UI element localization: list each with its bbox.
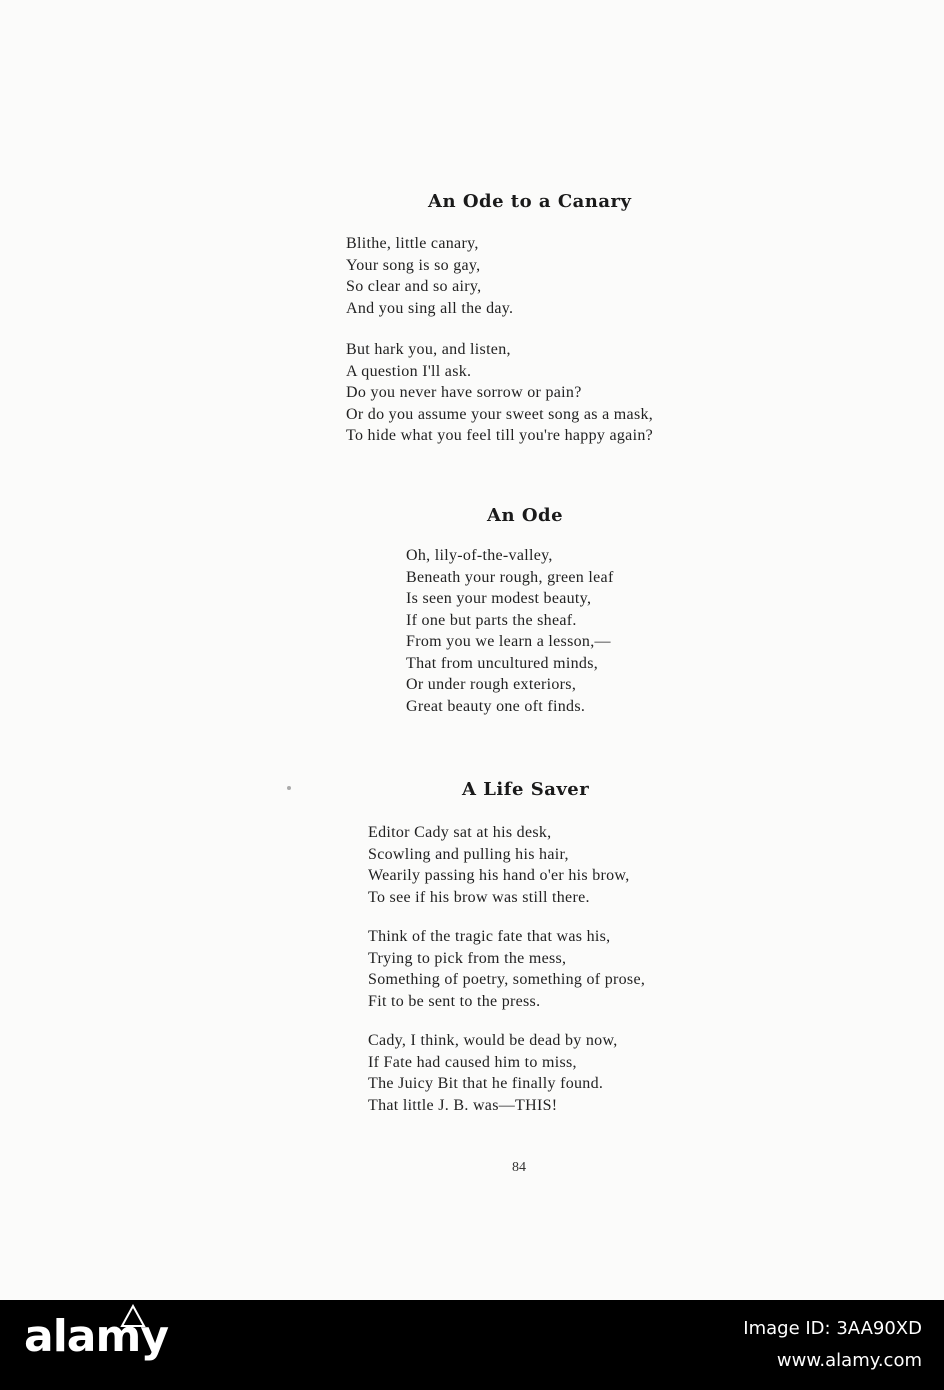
poem-line: From you we learn a lesson,— bbox=[406, 633, 611, 650]
poem-line: A question I'll ask. bbox=[346, 362, 472, 380]
stanza bbox=[368, 926, 645, 1012]
poem-line: But hark you, and listen, bbox=[346, 341, 511, 358]
poem-title: An Ode to a Canary bbox=[428, 191, 632, 212]
logo-mark-icon bbox=[120, 1304, 146, 1330]
page-number: 84 bbox=[512, 1160, 526, 1175]
poem-title: An Ode bbox=[487, 505, 564, 526]
poem-line: If Fate had caused him to miss, bbox=[368, 1053, 577, 1071]
poem-line: Your song is so gay, bbox=[346, 256, 481, 274]
poem-line: Beneath your rough, green leaf bbox=[406, 568, 614, 586]
stanza bbox=[406, 545, 614, 717]
poem-line: Cady, I think, would be dead by now, bbox=[368, 1032, 618, 1049]
poem-line: To hide what you feel till you're happy again? bbox=[346, 427, 654, 444]
image-id: Image ID: 3AA90XD bbox=[743, 1318, 922, 1339]
poem-line: The Juicy Bit that he finally found. bbox=[368, 1075, 604, 1092]
poem-title: A Life Saver bbox=[462, 779, 590, 800]
poem-line: That little J. B. was—THIS! bbox=[368, 1096, 558, 1114]
poem-line: Great beauty one oft finds. bbox=[406, 697, 586, 715]
poem-line: And you sing all the day. bbox=[346, 299, 514, 317]
poem-line: Blithe, little canary, bbox=[346, 235, 479, 252]
stanza bbox=[346, 233, 513, 319]
poem-line: Oh, lily-of-the-valley, bbox=[406, 547, 553, 564]
paper-speck bbox=[287, 786, 291, 790]
stanza bbox=[368, 822, 630, 908]
poem-line: If one but parts the sheaf. bbox=[406, 611, 577, 629]
poem-line: So clear and so airy, bbox=[346, 278, 482, 295]
poem-line: Wearily passing his hand o'er his brow, bbox=[368, 867, 630, 884]
poem-line: Do you never have sorrow or pain? bbox=[346, 384, 582, 401]
stanza bbox=[368, 1030, 618, 1116]
poem-line: That from uncultured minds, bbox=[406, 654, 599, 672]
site-url: www.alamy.com bbox=[776, 1350, 922, 1371]
poem-line: Or do you assume your sweet song as a mask, bbox=[346, 405, 654, 423]
poem-line: Editor Cady sat at his desk, bbox=[368, 824, 552, 841]
poem-line: Think of the tragic fate that was his, bbox=[368, 928, 611, 945]
poem-line: Fit to be sent to the press. bbox=[368, 992, 541, 1010]
poem-line: Trying to pick from the mess, bbox=[368, 949, 567, 967]
poem-line: To see if his brow was still there. bbox=[368, 888, 590, 906]
poem-line: Is seen your modest beauty, bbox=[406, 590, 592, 607]
poem-line: Something of poetry, something of prose, bbox=[368, 971, 646, 988]
alamy-logo: alamy bbox=[24, 1311, 168, 1362]
stanza bbox=[346, 339, 653, 447]
poem-line: Scowling and pulling his hair, bbox=[368, 845, 569, 863]
poem-line: Or under rough exteriors, bbox=[406, 676, 577, 693]
